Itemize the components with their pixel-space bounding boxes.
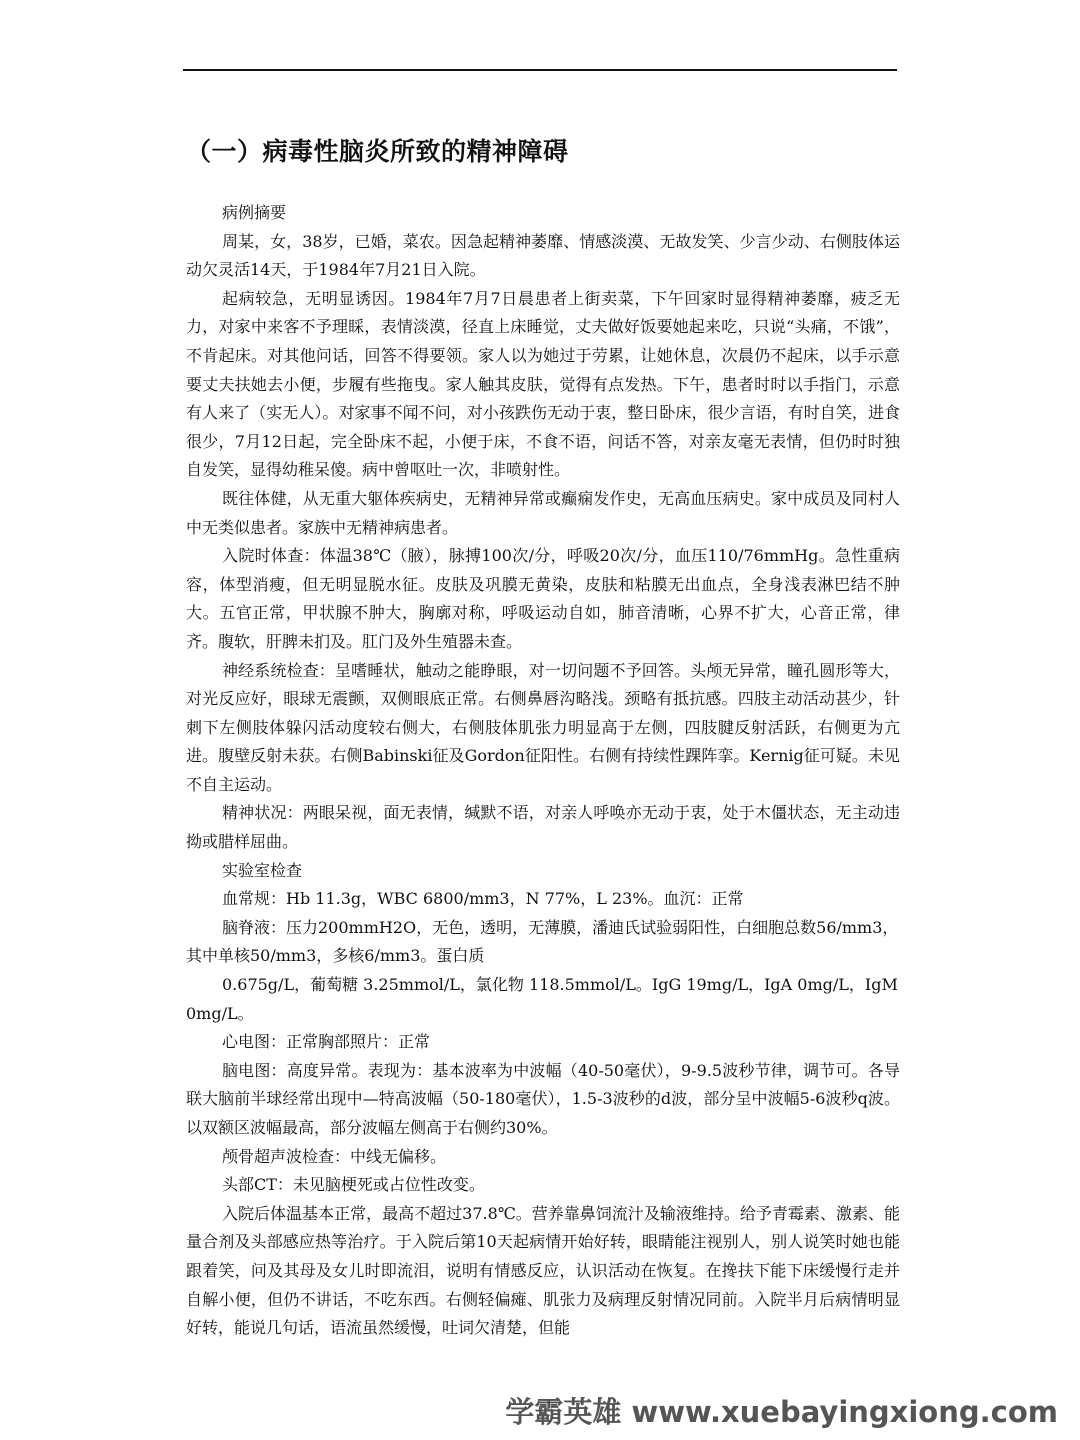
paragraph-hospital-course: 入院后体温基本正常，最高不超过37.8℃。营养靠鼻饲流汁及输液维持。给予青霉素、激素、能量合剂及头部感应热等治疗。于入院后第10天起病情开始好转，眼睛能注视别人，别人说笑时她也能跟着笑，问及其母及女儿时即流泪，说明有情感反应，认识活动在恢复。在搀扶下能下床缓慢行走并自解小便，但仍不讲话，不吃东西。右侧轻偏瘫、肌张力及病理反射情况同前。入院半月后病情明显好转，能说几句话，语流虽然缓慢，吐词欠清楚，但能	[186, 1203, 900, 1338]
paragraph-mental-status: 精神状况：两眼呆视，面无表情，缄默不语，对亲人呼唤亦无动于衷，处于木僵状态，无主动违拗或腊样屈曲。	[186, 803, 900, 852]
paragraph-case-summary-heading: 病例摘要	[222, 203, 287, 222]
paragraph-skull-ultrasound: 颅骨超声波检查：中线无偏移。	[222, 1146, 447, 1166]
paragraph-present-illness: 起病较急，无明显诱因。1984年7月7日晨患者上街卖菜，下午回家时显得精神萎靡，疲乏无力，对家中来客不予理睬，表情淡漠，径直上床睡觉，丈夫做好饭要她起来吃，只说“头痛，不饿”，不肯起床。对其他问话，回答不得要领。家人以为她过于劳累，让她休息，次晨仍不起床，以手示意要丈夫扶她去小便，步履有些拖曳。家人触其皮肤，觉得有点发热。下午，患者时时以手指门，示意有人来了（实无人）。对家事不闻不问，对小孩跌伤无动于衷，整日卧床，很少言语，有时自笑，进食很少，7月12日起，完全卧床不起，小便于床，不食不语，问话不答，对亲友毫无表情，但仍时时独自发笑，显得幼稚呆傻。病中曾呕吐一次，非喷射性。	[186, 288, 900, 480]
paragraph-eeg: 脑电图：高度异常。表现为：基本波率为中波幅（40-50毫伏），9-9.5波秒节律，调节可。各导联大脑前半球经常出现中—特高波幅（50-180毫伏），1.5-3波秒的d波，部分呈中波幅5-6波秒q波。以双额区波幅最高，部分波幅左侧高于右侧约30%。	[186, 1060, 900, 1137]
site-watermark: 学霸英雄 www.xuebayingxiong.com	[505, 1395, 1058, 1429]
paragraph-past-history: 既往体健，从无重大躯体疾病史，无精神异常或癫痫发作史，无高血压病史。家中成员及同村人中无类似患者。家族中无精神病患者。	[186, 488, 900, 537]
paragraph-csf-values: 0.675g/L，葡萄糖 3.25mmol/L，氯化物 118.5mmol/L。IgG 19mg/L，IgA 0mg/L，IgM 0mg/L。	[186, 975, 898, 1023]
paragraph-blood-routine: 血常规：Hb 11.3g，WBC 6800/mm3，N 77%，L 23%。血沉：正常	[222, 889, 744, 909]
paragraph-lab-heading: 实验室检查	[222, 860, 303, 880]
paragraph-chief-complaint: 周某，女，38岁，已婚，菜农。因急起精神萎靡、情感淡漠、无故发笑、少言少动、右侧肢体运动欠灵活14天，于1984年7月21日入院。	[186, 231, 900, 280]
paragraph-physical-exam: 入院时体查：体温38℃（腋），脉搏100次/分，呼吸20次/分，血压110/76mmHg。急性重病容，体型消瘦，但无明显脱水征。皮肤及巩膜无黄染，皮肤和粘膜无出血点，全身浅表淋巴结不肿大。五官正常，甲状腺不肿大，胸廓对称，呼吸运动自如，肺音清晰，心界不扩大，心音正常，律齐。腹软，肝脾未扪及。肛门及外生殖器未查。	[186, 546, 900, 651]
paragraph-head-ct: 头部CT：未见脑梗死或占位性改变。	[222, 1175, 485, 1195]
paragraph-ecg: 心电图：正常胸部照片：正常	[222, 1032, 431, 1052]
header-rule	[183, 69, 897, 71]
paragraph-csf: 脑脊液：压力200mmH2O，无色，透明，无薄膜，潘迪氏试验弱阳性，白细胞总数56/mm3，其中单核50/mm3，多核6/mm3。蛋白质	[186, 917, 899, 966]
section-title: （一）病毒性脑炎所致的精神障碍	[186, 137, 569, 166]
paragraph-neuro-exam: 神经系统检查：呈嗜睡状，触动之能睁眼，对一切问题不予回答。头颅无异常，瞳孔圆形等大，对光反应好，眼球无震颤，双侧眼底正常。右侧鼻唇沟略浅。颈略有抵抗感。四肢主动活动甚少，针刺下左侧肢体躲闪活动度较右侧大，右侧肢体肌张力明显高于左侧，四肢腱反射活跃，右侧更为亢进。腹壁反射未获。右侧Babinski征及Gordon征阳性。右侧有持续性踝阵挛。Kernig征可疑。未见不自主运动。	[186, 660, 900, 794]
document-body	[186, 199, 900, 1343]
